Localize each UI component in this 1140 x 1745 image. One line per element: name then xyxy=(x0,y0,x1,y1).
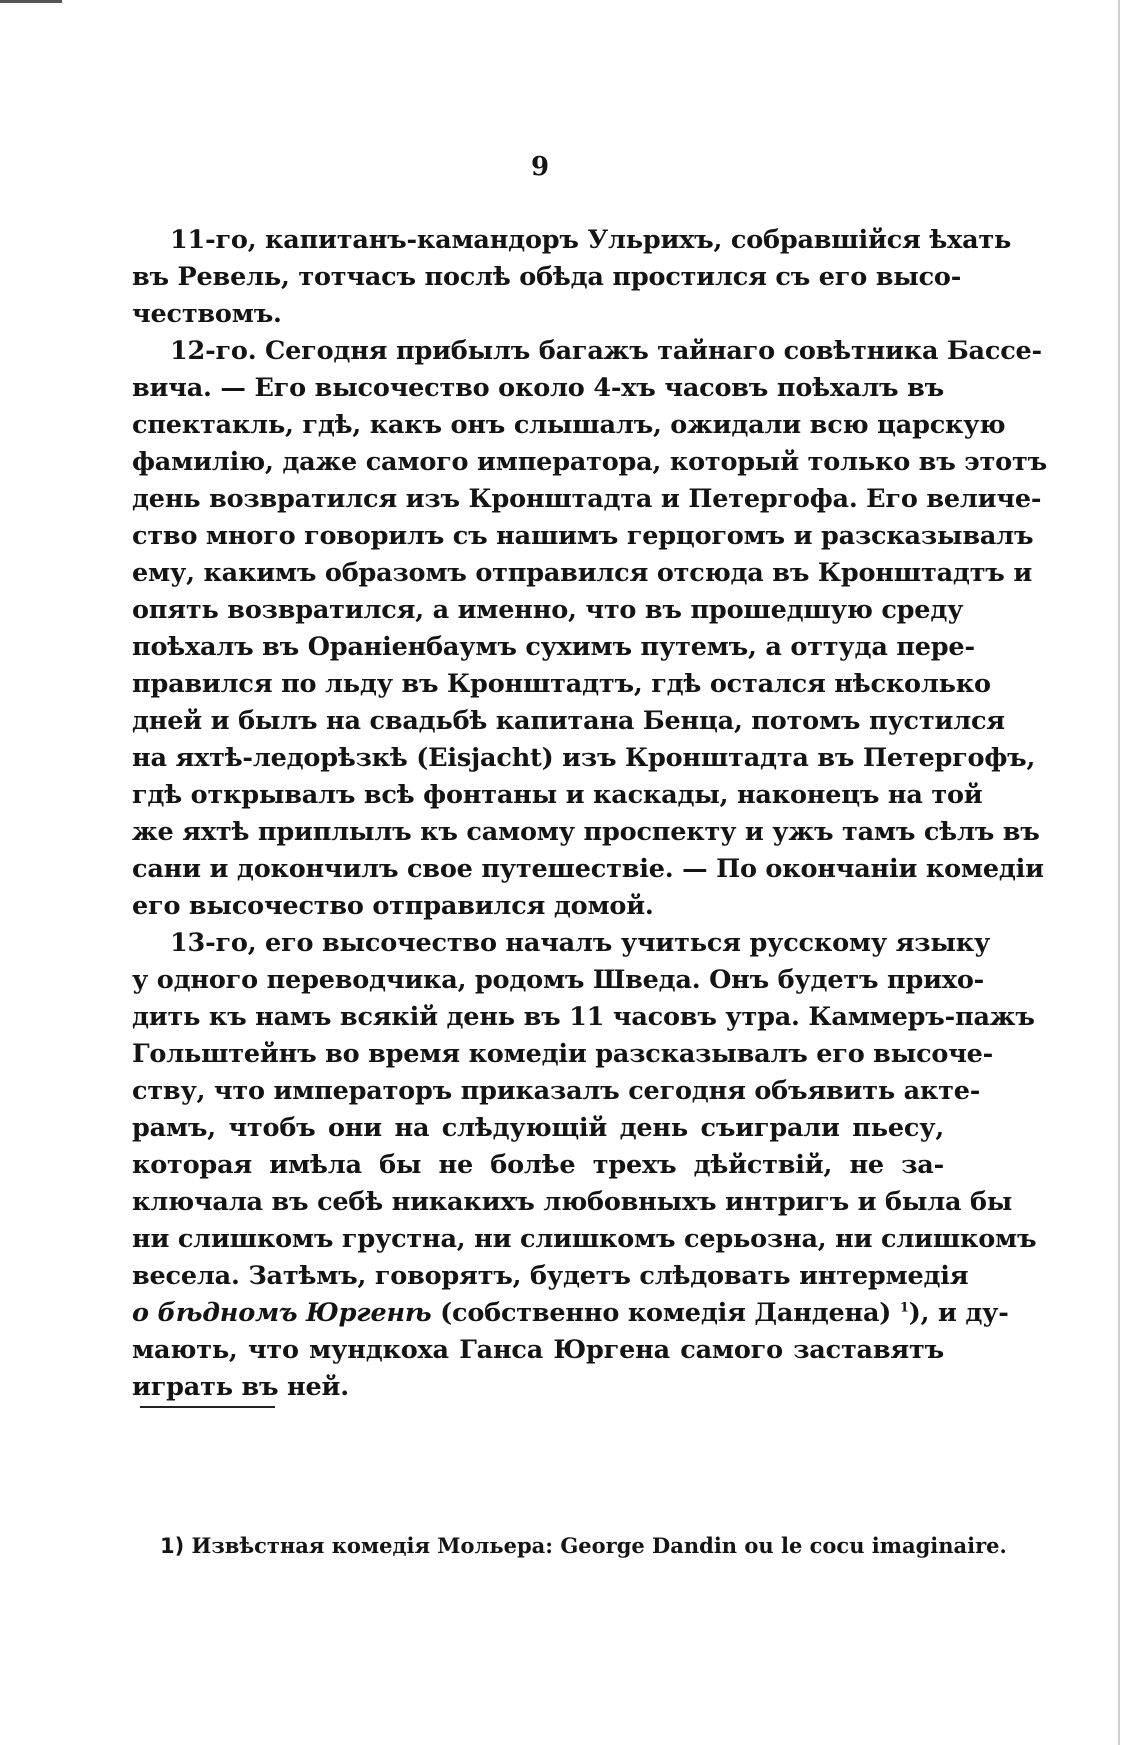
text-line: ему, какимъ образомъ отправился отсюда въ Кронштадтъ и xyxy=(132,558,1033,588)
text-line: его высочество отправился домой. xyxy=(132,891,654,921)
footnote xyxy=(160,1533,1007,1558)
text-line: фамилію, даже самого императора, который только въ этотъ xyxy=(132,447,1047,477)
text-line: поѣхалъ въ Ораніенбаумъ сухимъ путемъ, а оттуда пере- xyxy=(132,632,975,662)
footnote-mark: 1) xyxy=(160,1534,185,1558)
body-text xyxy=(132,222,1047,1406)
text-line: вича. — Его высочество около 4-хъ часовъ поѣхалъ въ xyxy=(132,373,944,403)
text-line: день возвратился изъ Кронштадта и Петергофа. Его величе- xyxy=(132,484,1042,514)
italic-title: о бѣдномъ Юргенѣ xyxy=(132,1298,432,1328)
text-line: гдѣ открывалъ всѣ фонтаны и каскады, наконецъ на той xyxy=(132,780,983,810)
scan-page-edge xyxy=(1118,0,1120,1745)
text-line: чествомъ. xyxy=(132,299,282,329)
text-line: которая имѣла бы не болѣе трехъ дѣйствій, не за- xyxy=(132,1150,944,1180)
text-line: у одного переводчика, родомъ Шведа. Онъ будетъ прихо- xyxy=(132,965,985,995)
text-line: рамъ, чтобъ они на слѣдующій день съиграли пьесу, xyxy=(132,1113,944,1143)
text-line: сани и докончилъ свое путешествіе. — По окончаніи комедіи xyxy=(132,854,1044,884)
text-line: спектакль, гдѣ, какъ онъ слышалъ, ожидали всю царскую xyxy=(132,410,1006,440)
text-line: опять возвратился, а именно, что въ прошедшую среду xyxy=(132,595,964,625)
text-line-with-footnote-ref xyxy=(132,1295,1009,1332)
text-line: мають, что мундкоха Ганса Юргена самого заставятъ xyxy=(132,1335,944,1365)
text-line: же яхтѣ приплылъ къ самому проспекту и ужъ тамъ сѣлъ въ xyxy=(132,817,1040,847)
text-segment: (собственно комедія Дандена) xyxy=(440,1298,892,1328)
footnote-ref: 1 xyxy=(899,1300,909,1316)
footnote-text: Извѣстная комедія Мольера: George Dandin ou le cocu imaginaire. xyxy=(191,1533,1007,1558)
text-line: ключала въ себѣ никакихъ любовныхъ интригъ и была бы xyxy=(132,1187,1013,1217)
text-line: на яхтѣ-ледорѣзкѣ (Eisjacht) изъ Кронштадта въ Петергофъ, xyxy=(132,743,1036,773)
text-line: ству, что императоръ приказалъ сегодня объявить акте- xyxy=(132,1076,981,1106)
text-line: играть въ ней. xyxy=(132,1372,349,1402)
text-line: 12-го. Сегодня прибылъ багажъ тайнаго совѣтника Бассе- xyxy=(170,336,1042,366)
text-line: ство много говорилъ съ нашимъ герцогомъ и разсказывалъ xyxy=(132,521,1034,551)
text-line: 11-го, капитанъ-камандоръ Ульрихъ, собравшійся ѣхать xyxy=(170,225,1012,255)
scan-corner-mark xyxy=(0,0,62,3)
text-segment: ), и ду- xyxy=(908,1298,1009,1328)
text-line: 13-го, его высочество началъ учиться русскому языку xyxy=(170,928,991,958)
text-line: правился по льду въ Кронштадтъ, гдѣ остался нѣсколько xyxy=(132,669,991,699)
text-line: дней и былъ на свадьбѣ капитана Бенца, потомъ пустился xyxy=(132,706,1005,736)
footnote-divider xyxy=(140,1406,275,1408)
text-line: Гольштейнъ во время комедіи разсказывалъ его высоче- xyxy=(132,1039,994,1069)
page-number: 9 xyxy=(530,152,550,182)
text-line: весела. Затѣмъ, говорятъ, будетъ слѣдовать интермедія xyxy=(132,1261,969,1291)
text-line: дить къ намъ всякій день въ 11 часовъ утра. Каммеръ-пажъ xyxy=(132,1002,1035,1032)
text-line: ни слишкомъ грустна, ни слишкомъ серьозна, ни слишкомъ xyxy=(132,1224,1037,1254)
text-line: въ Ревель, тотчасъ послѣ обѣда простился съ его высо- xyxy=(132,262,962,292)
